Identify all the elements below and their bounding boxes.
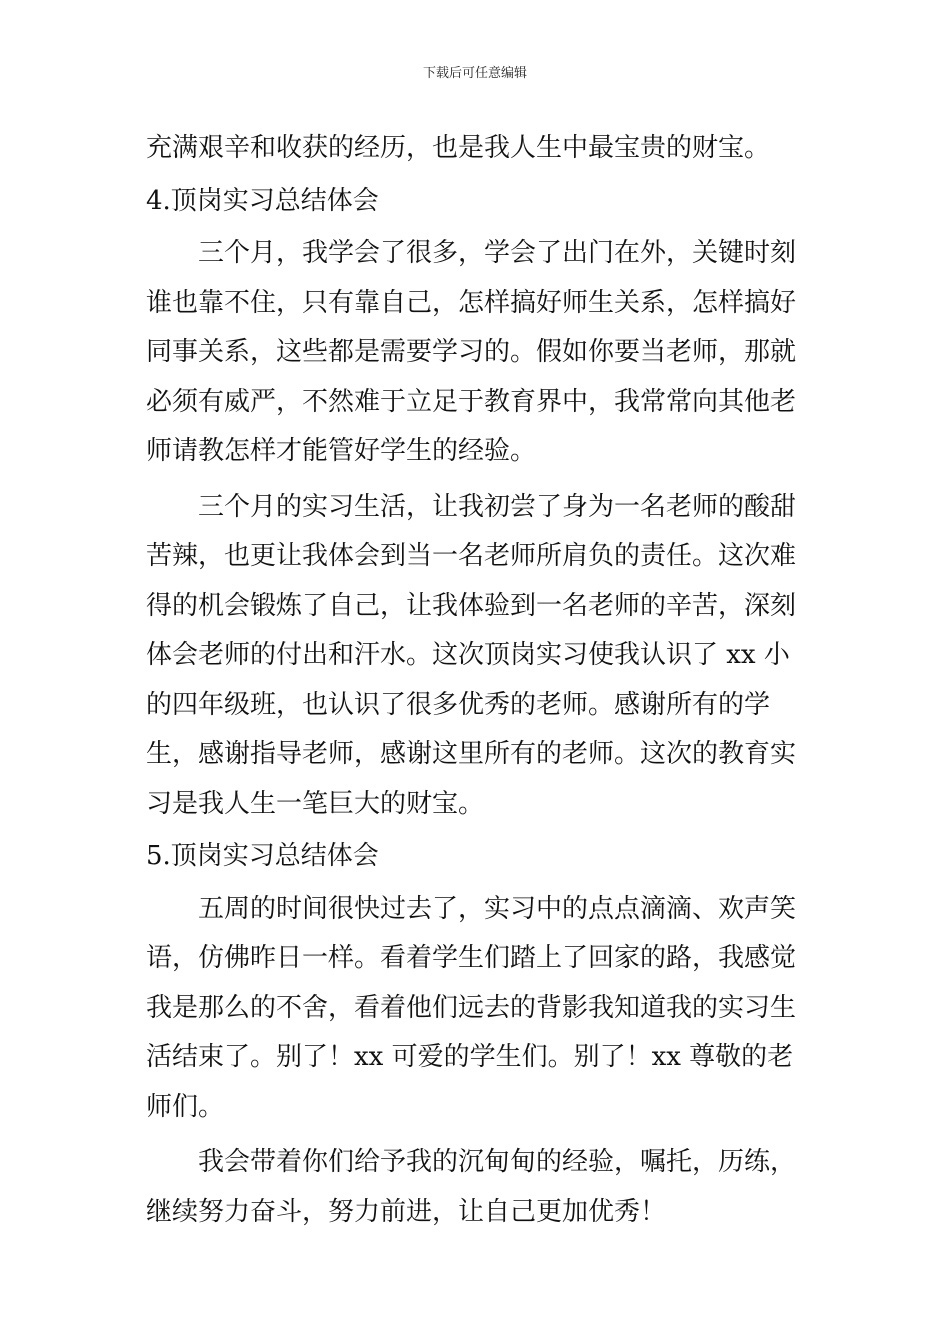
paragraph: 我会带着你们给予我的沉甸甸的经验，嘱托，历练，继续努力奋斗，努力前进，让自己更加优秀！ <box>146 1147 797 1227</box>
section-heading-4: 4.顶岗实习总结体会 <box>146 185 379 216</box>
document-body <box>146 124 814 1237</box>
section-heading-5: 5.顶岗实习总结体会 <box>146 841 379 871</box>
page-header: 下载后可任意编辑 <box>422 66 527 81</box>
paragraph: 三个月的实习生活，让我初尝了身为一名老师的酸甜苦辣，也更让我体会到当一名老师所肩负的责任。这次难得的机会锻炼了自己，让我体验到一名老师的辛苦，深刻体会老师的付出和汗水。这次顶岗实习使我认识了 xx 小的四年级班，也认识了很多优秀的老师。感谢所有的学生，感谢指导老师，感谢这里所有的老师。这次的教育实习是我人生一笔巨大的财宝。 <box>146 491 797 819</box>
paragraph: 五周的时间很快过去了，实习中的点点滴滴、欢声笑语，仿佛昨日一样。看着学生们踏上了回家的路，我感觉我是那么的不舍，看着他们远去的背影我知道我的实习生活结束了。别了！xx 可爱的学生们。别了！xx 尊敬的老师们。 <box>146 893 797 1122</box>
paragraph: 三个月，我学会了很多，学会了出门在外，关键时刻谁也靠不住，只有靠自己，怎样搞好师生关系，怎样搞好同事关系，这些都是需要学习的。假如你要当老师，那就必须有威严，不然难于立足于教育界中，我常常向其他老师请教怎样才能管好学生的经验。 <box>146 238 797 466</box>
paragraph-continuation: 充满艰辛和收获的经历，也是我人生中最宝贵的财宝。 <box>146 133 771 163</box>
